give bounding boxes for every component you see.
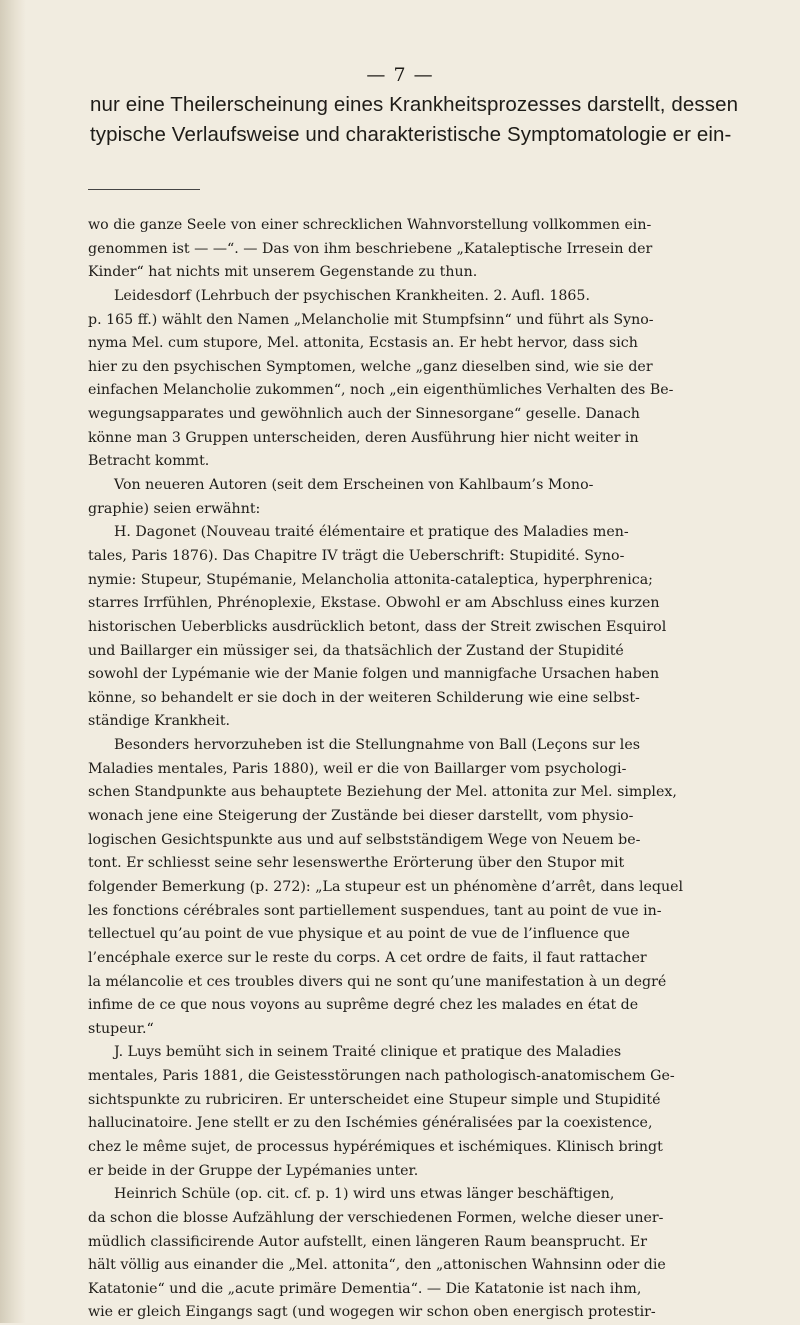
- footnote-line: genommen ist — —“. — Das von ihm beschriebene „Kataleptische Irresein der: [88, 240, 653, 257]
- footnote-line: nymie: Stupeur, Stupémanie, Melancholia attonita-cataleptica, hyperphrenica;: [88, 571, 653, 588]
- footnote-line: folgender Bemerkung (p. 272): „La stupeur est un phénomène d’arrêt, dans lequel: [88, 878, 684, 895]
- footnote-line: tellectuel qu’au point de vue physique et au point de vue de l’influence que: [88, 926, 630, 943]
- footnote-line: da schon die blosse Aufzählung der verschiedenen Formen, welche dieser uner-: [88, 1209, 664, 1226]
- footnote-line: l’encéphale exerce sur le reste du corps. A cet ordre de faits, il faut rattacher: [88, 949, 647, 966]
- footnote-line: müdlich classificirende Autor aufstellt, einen längeren Raum beansprucht. Er: [88, 1233, 647, 1250]
- main-text-line: typische Verlaufsweise und charakteristische Symptomatologie er ein-: [90, 123, 732, 146]
- footnote-line: nyma Mel. cum stupore, Mel. attonita, Ecstasis an. Er hebt hervor, dass sich: [88, 335, 638, 352]
- footnote-line: H. Dagonet (Nouveau traité élémentaire et pratique des Maladies men-: [114, 524, 629, 541]
- footnote-line: ständige Krankheit.: [88, 713, 231, 730]
- footnote-line: J. Luys bemüht sich in seinem Traité clinique et pratique des Maladies: [114, 1044, 622, 1061]
- footnote-line: p. 165 ff.) wählt den Namen „Melancholie mit Stumpfsinn“ und führt als Syno-: [88, 311, 654, 328]
- footnote-line: Maladies mentales, Paris 1880), weil er die von Baillarger vom psychologi-: [88, 760, 627, 777]
- footnote-line: wo die ganze Seele von einer schrecklichen Wahnvorstellung vollkommen ein-: [88, 217, 652, 233]
- page-edge-shadow: [0, 0, 26, 1323]
- footnote-line: Kinder“ hat nichts mit unserem Gegenstande zu thun.: [88, 264, 478, 281]
- footnote-line: wie er gleich Eingangs sagt (und wogegen wir schon oben energisch protestir-: [88, 1304, 656, 1321]
- footnote-line: mentales, Paris 1881, die Geistesstörungen nach pathologisch-anatomischem Ge-: [88, 1068, 675, 1085]
- footnote-line: und Baillarger ein müssiger sei, da thatsächlich der Zustand der Stupidité: [88, 642, 624, 659]
- footnote-line: hallucinatoire. Jene stellt er zu den Ischémies généralisées par la coexistence,: [88, 1115, 653, 1132]
- footnote-line: Heinrich Schüle (op. cit. cf. p. 1) wird uns etwas länger beschäftigen,: [114, 1186, 615, 1203]
- footnote-line: Von neueren Autoren (seit dem Erscheinen von Kahlbaum’s Mono-: [114, 477, 594, 494]
- footnote-block: [88, 214, 753, 1325]
- footnote-separator: [88, 189, 200, 190]
- footnote-line: er beide in der Gruppe der Lypémanies unter.: [88, 1162, 419, 1179]
- footnote-line: einfachen Melancholie zukommen“, noch „ein eigenthümliches Verhalten des Be-: [88, 382, 674, 399]
- footnote-line: schen Standpunkte aus behauptete Beziehung der Mel. attonita zur Mel. simplex,: [88, 784, 677, 801]
- main-text-block: [90, 90, 750, 150]
- footnote-line: hält völlig aus einander die „Mel. attonita“, den „attonischen Wahnsinn oder die: [88, 1257, 666, 1274]
- footnote-line: graphie) seien erwähnt:: [88, 500, 261, 517]
- footnote-line: Katatonie“ und die „acute primäre Dementia“. — Die Katatonie ist nach ihm,: [88, 1280, 642, 1297]
- footnote-line: hier zu den psychischen Symptomen, welche „ganz dieselben sind, wie sie der: [88, 358, 653, 375]
- footnote-line: könne man 3 Gruppen unterscheiden, deren Ausführung hier nicht weiter in: [88, 429, 639, 446]
- footnote-line: logischen Gesichtspunkte aus und auf selbstständigem Wege von Neuem be-: [88, 831, 641, 848]
- footnote-line: wonach jene eine Steigerung der Zustände bei dieser darstellt, vom physio-: [88, 808, 634, 825]
- page-number: — 7 —: [366, 64, 434, 86]
- footnote-line: infime de ce que nous voyons au suprême degré chez les malades en état de: [88, 997, 639, 1014]
- footnote-line: tont. Er schliesst seine sehr lesenswerthe Erörterung über den Stupor mit: [88, 855, 625, 872]
- footnote-line: Leidesdorf (Lehrbuch der psychischen Krankheiten. 2. Aufl. 1865.: [114, 287, 590, 304]
- footnote-line: la mélancolie et ces troubles divers qui ne sont qu’une manifestation à un degré: [88, 973, 667, 990]
- footnote-line: sichtspunkte zu rubriciren. Er unterscheidet eine Stupeur simple und Stupidité: [88, 1091, 661, 1108]
- footnote-line: könne, so behandelt er sie doch in der weiteren Schilderung wie eine selbst-: [88, 689, 640, 706]
- footnote-line: sowohl der Lypémanie wie der Manie folgen und mannigfache Ursachen haben: [88, 666, 660, 683]
- footnote-line: stupeur.“: [88, 1020, 154, 1037]
- footnote-line: starres Irrfühlen, Phrénoplexie, Ekstase. Obwohl er am Abschluss eines kurzen: [88, 595, 660, 612]
- footnote-line: Besonders hervorzuheben ist die Stellungnahme von Ball (Leçons sur les: [114, 737, 641, 754]
- footnote-line: tales, Paris 1876). Das Chapitre IV trägt die Ueberschrift: Stupidité. Syno-: [88, 547, 625, 564]
- footnote-line: historischen Ueberblicks ausdrücklich betont, dass der Streit zwischen Esquirol: [88, 618, 667, 635]
- footnote-line: wegungsapparates und gewöhnlich auch der Sinnesorgane“ geselle. Danach: [88, 406, 640, 423]
- footnote-line: chez le même sujet, de processus hypérémiques et ischémiques. Klinisch bringt: [88, 1138, 663, 1155]
- main-text-line: nur eine Theilerscheinung eines Krankheitsprozesses darstellt, dessen: [90, 93, 739, 116]
- footnote-line: les fonctions cérébrales sont partiellement suspendues, tant au point de vue in-: [88, 902, 662, 919]
- footnote-line: Betracht kommt.: [88, 453, 210, 470]
